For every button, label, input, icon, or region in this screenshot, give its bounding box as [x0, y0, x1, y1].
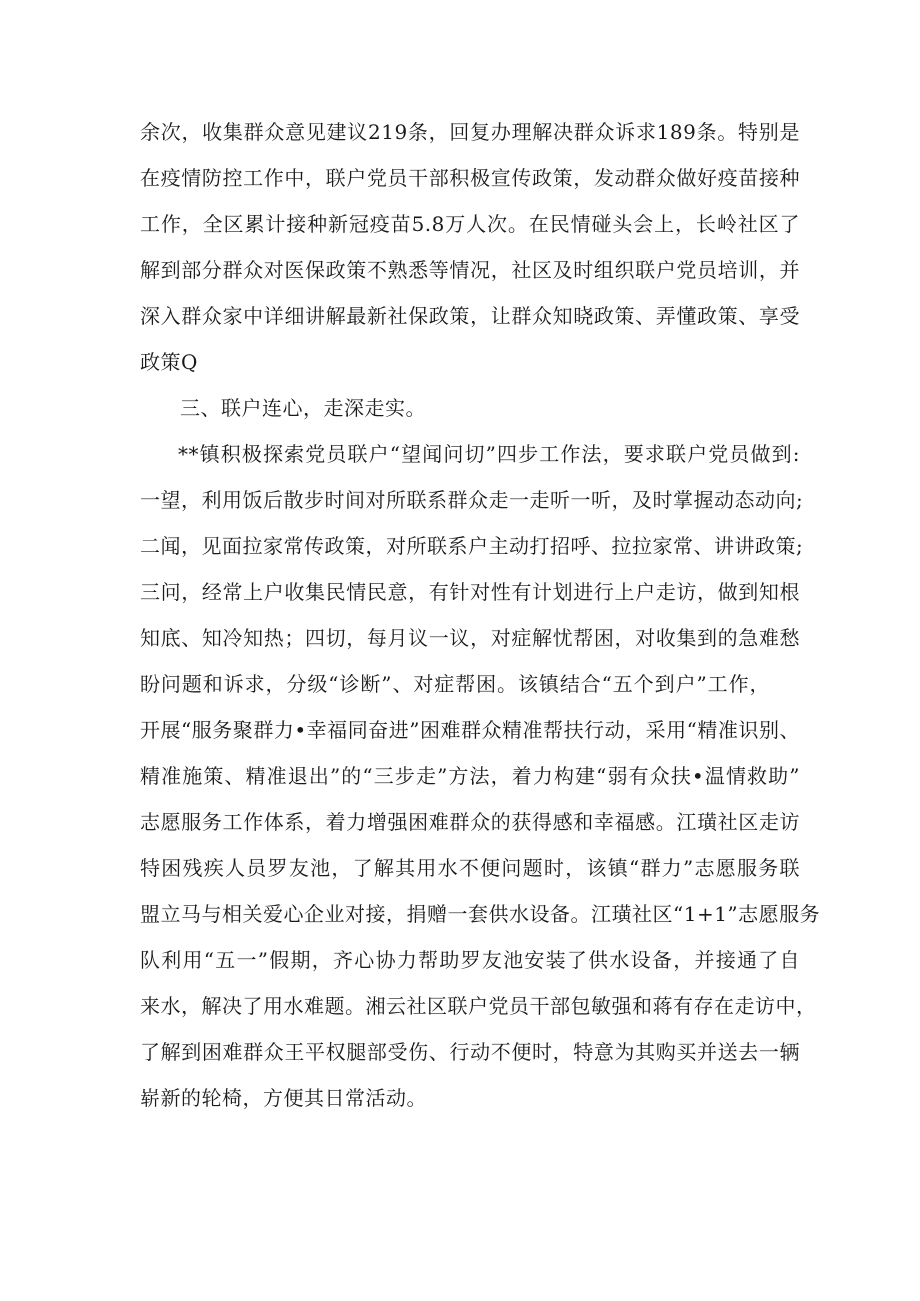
paragraph-1-line-5: 深入群众家中详细讲解最新社保政策，让群众知晓政策、弄懂政策、享受	[140, 304, 800, 328]
paragraph-2-line-8: 精准施策、精准退出”的“三步走”方法，着力构建“弱有众扶•温情救助”	[140, 764, 800, 788]
paragraph-2-line-10: 特困残疾人员罗友池，了解其用水不便问题时，该镇“群力”志愿服务联	[140, 856, 800, 880]
paragraph-2-line-3: 二闻，见面拉家常传政策，对所联系户主动打招呼、拉拉家常、讲讲政策;	[140, 534, 804, 558]
paragraph-2-line-6: 盼问题和诉求，分级“诊断”、对症帮困。该镇结合“五个到户”工作，	[140, 672, 770, 696]
paragraph-1-line-3: 工作，全区累计接种新冠疫苗5.8万人次。在民情碰头会上，长岭社区了	[140, 212, 800, 236]
section-heading-3: 三、联户连心，走深走实。	[180, 396, 426, 420]
paragraph-2-line-1: **镇积极探索党员联户“望闻问切”四步工作法，要求联户党员做到:	[178, 442, 800, 466]
paragraph-2-line-14: 了解到困难群众王平权腿部受伤、行动不便时，特意为其购买并送去一辆	[140, 1040, 800, 1064]
paragraph-2-line-11: 盟立马与相关爱心企业对接，捐赠一套供水设备。江璜社区“1+1”志愿服务	[140, 902, 821, 926]
paragraph-1-line-6: 政策Q	[140, 350, 198, 374]
paragraph-2-line-15: 崭新的轮椅，方便其日常活动。	[140, 1086, 427, 1110]
paragraph-2-line-5: 知底、知冷知热；四切，每月议一议，对症解忧帮困，对收集到的急难愁	[140, 626, 800, 650]
paragraph-2-line-7: 开展“服务聚群力•幸福同奋进”困难群众精准帮扶行动，采用“精准识别、	[140, 718, 800, 742]
paragraph-1-line-4: 解到部分群众对医保政策不熟悉等情况，社区及时组织联户党员培训，并	[140, 258, 800, 282]
paragraph-2-line-4: 三问，经常上户收集民情民意，有针对性有计划进行上户走访，做到知根	[140, 580, 800, 604]
paragraph-2-line-12: 队利用“五一”假期，齐心协力帮助罗友池安装了供水设备，并接通了自	[140, 948, 800, 972]
paragraph-1-line-1: 余次，收集群众意见建议219条，回复办理解决群众诉求189条。特别是	[140, 120, 800, 144]
paragraph-2-line-9: 志愿服务工作体系，着力增强困难群众的获得感和幸福感。江璜社区走访	[140, 810, 800, 834]
paragraph-2-line-13: 来水，解决了用水难题。湘云社区联户党员干部包敏强和蒋有存在走访中，	[140, 994, 817, 1018]
paragraph-2-line-2: 一望，利用饭后散步时间对所联系群众走一走听一听，及时掌握动态动向;	[140, 488, 804, 512]
paragraph-1-line-2: 在疫情防控工作中，联户党员干部积极宣传政策，发动群众做好疫苗接种	[140, 166, 800, 190]
